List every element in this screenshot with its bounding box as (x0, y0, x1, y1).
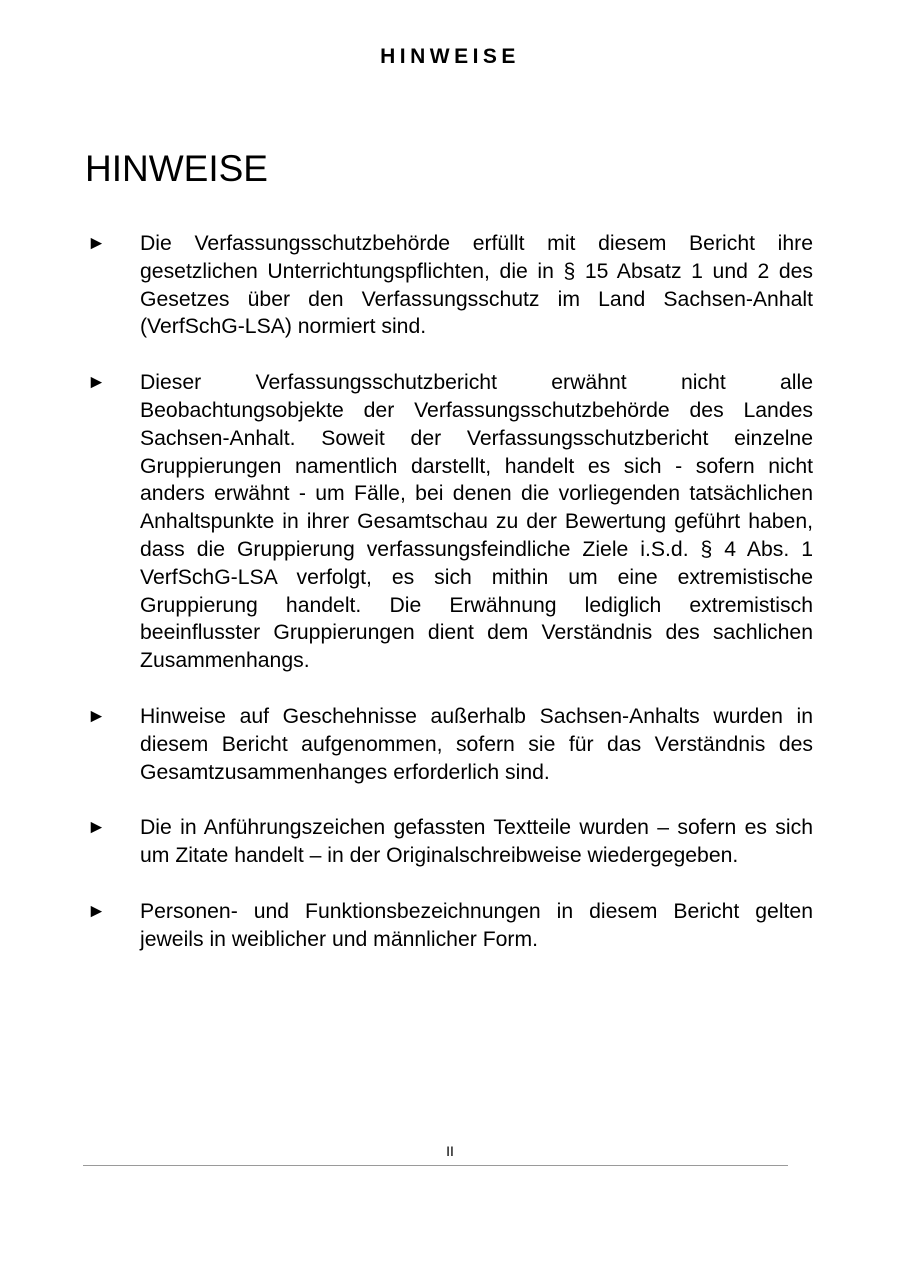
running-header: HINWEISE (380, 45, 520, 68)
arrow-bullet-icon: ► (87, 372, 106, 394)
page-title: HINWEISE (85, 148, 268, 189)
arrow-bullet-icon: ► (87, 900, 106, 922)
note-text: Dieser Verfassungsschutzbericht erwähnt nicht alle Beobachtungsobjekte der Verfassungsschutzbehörde des Landes Sachsen-Anhalt. Soweit der Verfassungsschutzbericht einzelne Gruppierungen namentlich darstellt, handelt es sich - sofern nicht anders erwähnt - um Fälle, bei denen die vorliegenden tatsächlichen Anhaltspunkte in ihrer Gesamtschau zu der Bewertung geführt haben, dass die Gruppierung verfassungsfeindliche Ziele i.S.d. § 4 Abs. 1 VerfSchG-LSA verfolgt, es sich mithin um eine extremistische Gruppierung handelt. Die Erwähnung lediglich extremistisch beeinflusster Gruppierungen dient dem Verständnis des sachlichen Zusammenhangs. (140, 371, 813, 673)
arrow-bullet-icon: ► (87, 705, 106, 727)
arrow-bullet-icon: ► (87, 817, 106, 839)
note-item (85, 230, 813, 341)
note-item (85, 898, 813, 954)
footer-divider (83, 1165, 788, 1166)
note-text: Die Verfassungsschutzbehörde erfüllt mit diesem Bericht ihre gesetzlichen Unterrichtungspflichten, die in § 15 Absatz 1 und 2 des Gesetzes über den Verfassungsschutz im Land Sachsen-Anhalt (VerfSchG-LSA) normiert sind. (140, 232, 813, 339)
note-item (85, 369, 813, 675)
note-text: Die in Anführungszeichen gefassten Textteile wurden – sofern es sich um Zitate handelt – in der Originalschreibweise wiedergegeben. (140, 816, 813, 868)
note-item (85, 814, 813, 870)
arrow-bullet-icon: ► (87, 233, 106, 254)
note-text: Personen- und Funktionsbezeichnungen in diesem Bericht gelten jeweils in weiblicher und männlicher Form. (140, 899, 813, 951)
note-item (85, 703, 813, 786)
note-text: Hinweise auf Geschehnisse außerhalb Sachsen-Anhalts wurden in diesem Bericht aufgenommen, sofern sie für das Verständnis des Gesamtzusammenhanges erforderlich sind. (140, 704, 813, 784)
page-number: II (446, 1143, 454, 1159)
notes-list (85, 230, 813, 982)
